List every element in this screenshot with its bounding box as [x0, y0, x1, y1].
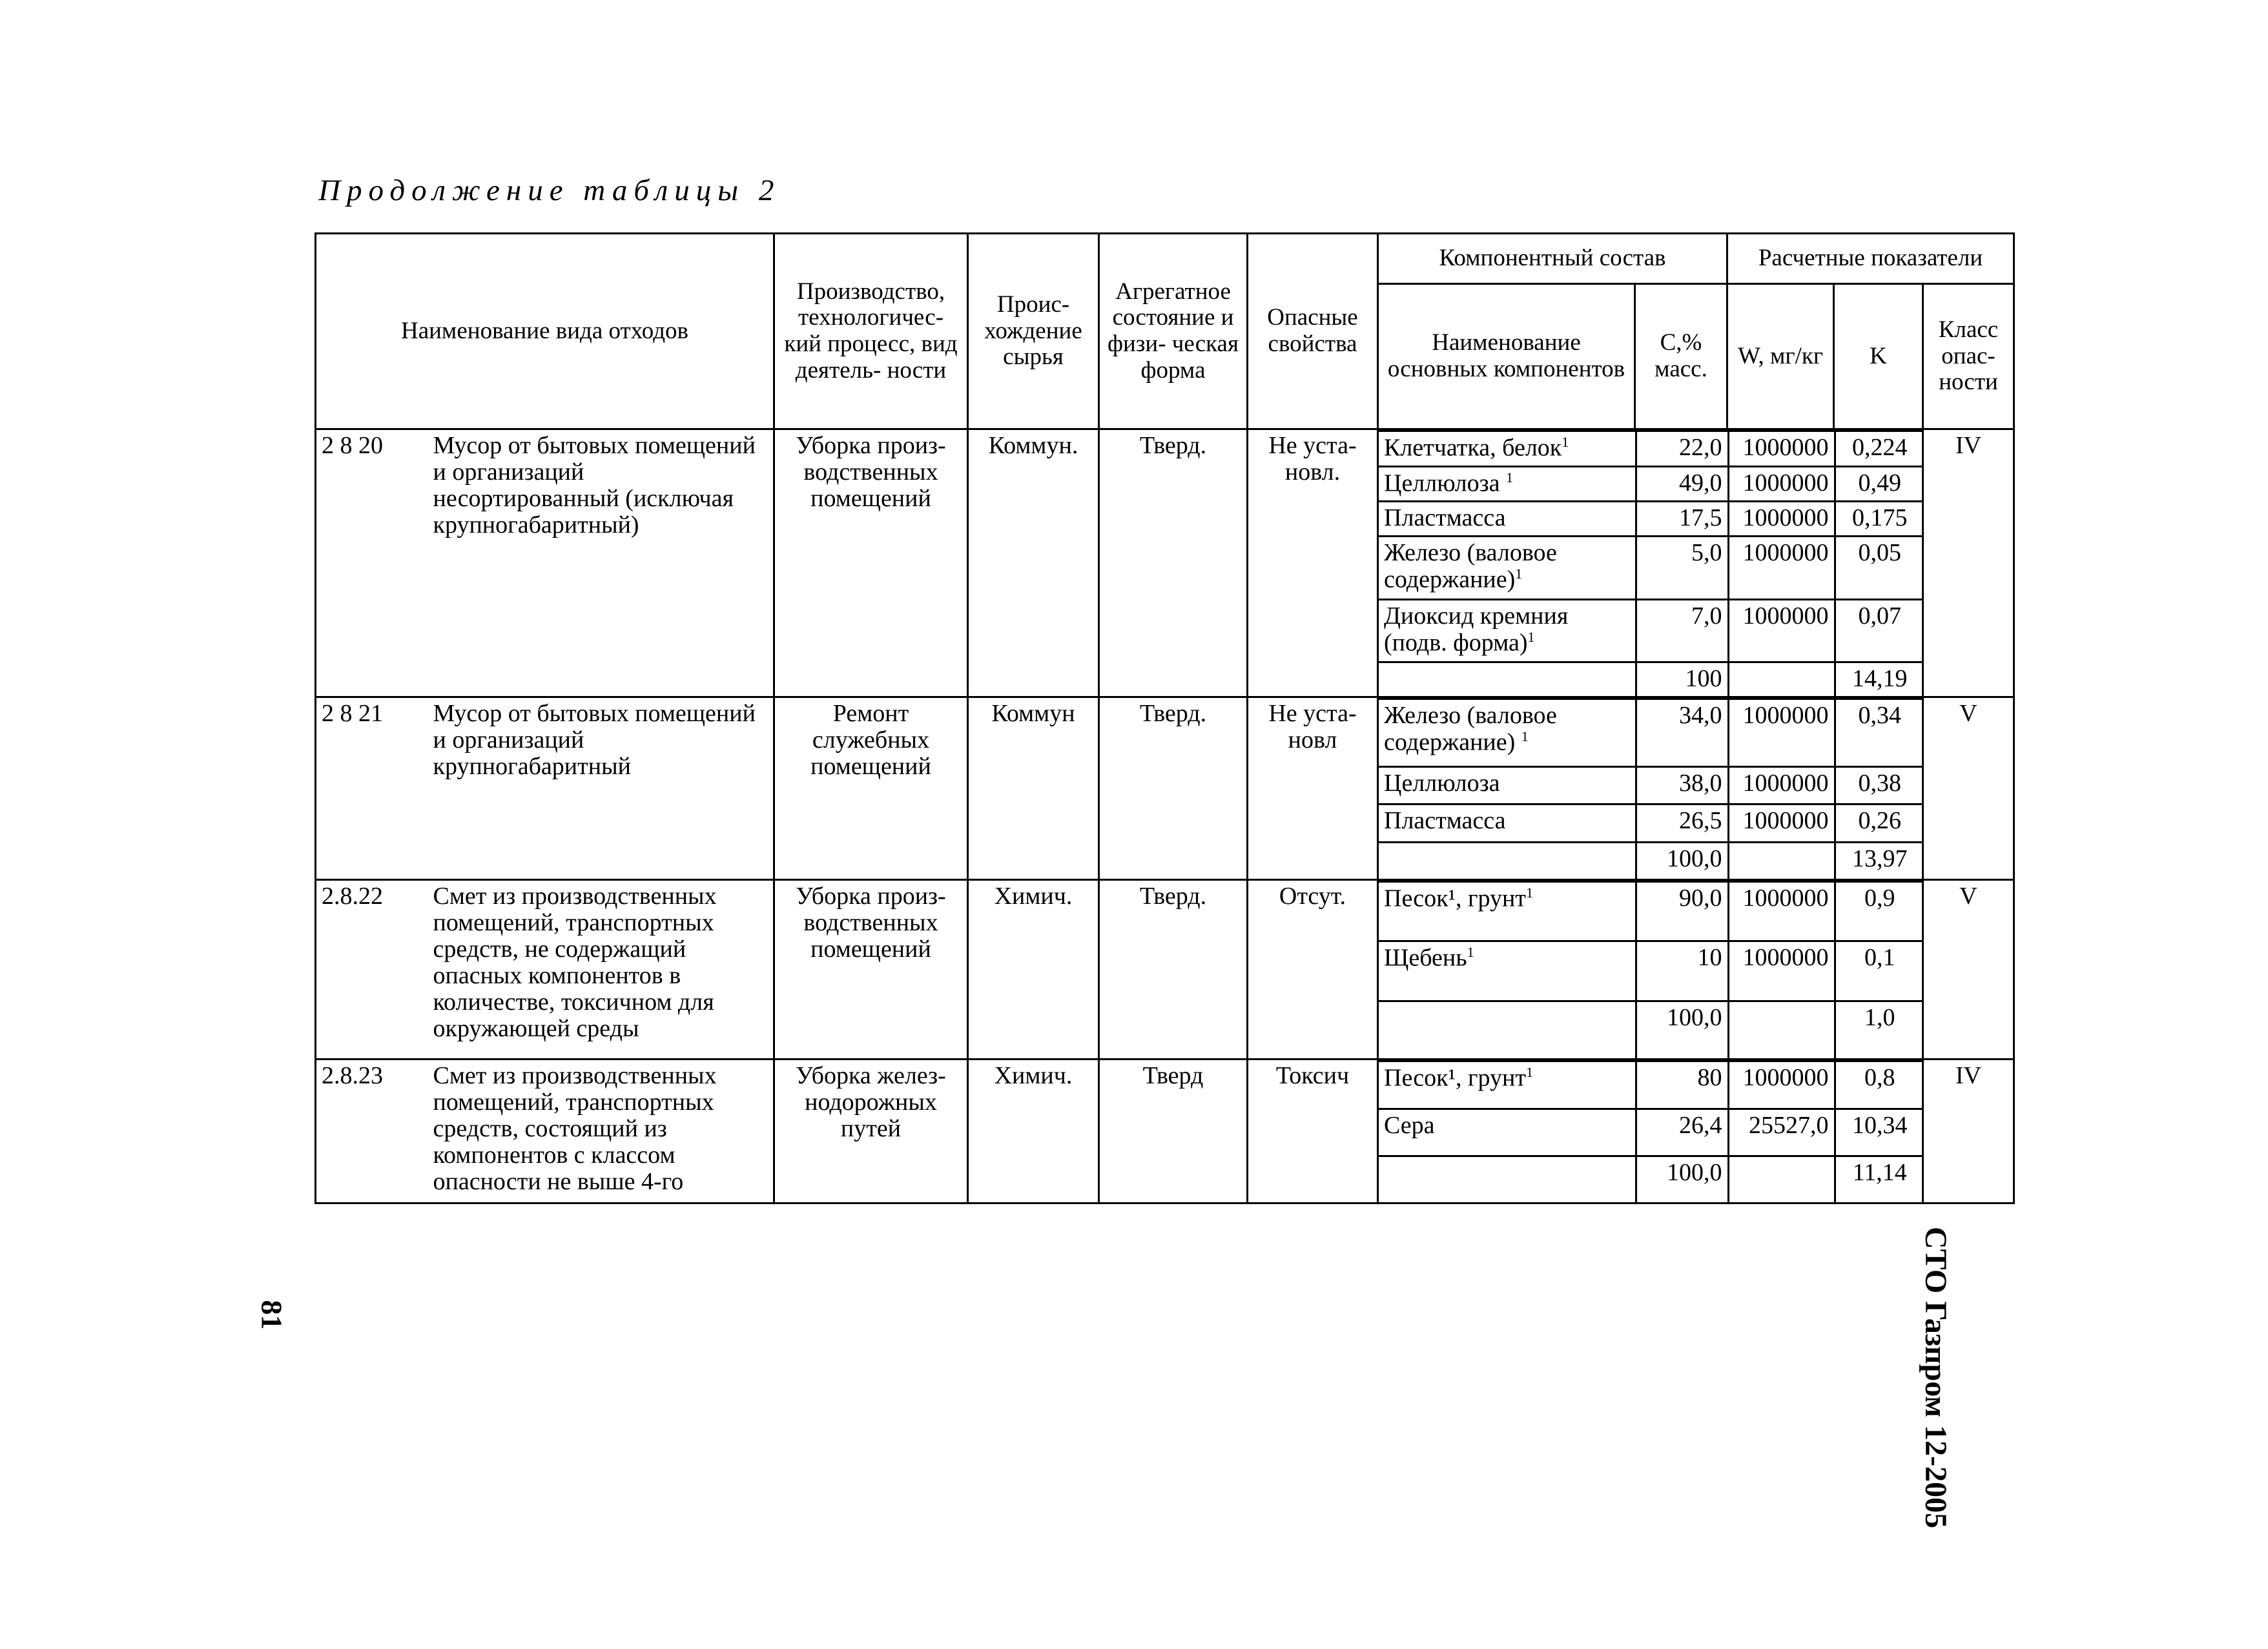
k-value: 13,97 [1835, 842, 1924, 879]
component-name [1379, 537, 1636, 599]
k-value: 11,14 [1835, 1156, 1924, 1202]
component-row [1379, 882, 1924, 941]
header-origin: Проис- хождение сырья [968, 234, 1099, 429]
w-value: 1000000 [1728, 466, 1835, 502]
k-value: 1,0 [1835, 1001, 1924, 1058]
component-row [1379, 537, 1924, 599]
concentration: 49,0 [1636, 466, 1728, 502]
k-value: 0,26 [1835, 804, 1924, 842]
component-name-text: Железо (валовое содержание) [1384, 539, 1557, 594]
k-value: 0,1 [1835, 941, 1924, 1001]
component-row [1379, 699, 1924, 767]
w-value: 1000000 [1728, 804, 1835, 842]
component-name-text: Сера [1384, 1112, 1435, 1140]
production-process: Ремонт служебных помещений [774, 697, 968, 880]
table-caption: Продолжение таблицы 2 [318, 174, 781, 207]
table-body [316, 429, 2014, 1203]
component-name-text: Песок¹, грунт [1384, 885, 1527, 912]
concentration: 100,0 [1636, 842, 1728, 879]
aggregate-state: Тверд. [1099, 880, 1248, 1060]
k-value: 0,07 [1835, 599, 1924, 662]
component-row [1379, 1156, 1924, 1202]
w-value [1728, 1156, 1835, 1202]
concentration: 100 [1636, 662, 1728, 696]
component-row [1379, 466, 1924, 502]
component-name [1379, 941, 1636, 1001]
w-value [1728, 842, 1835, 879]
footnote-marker: 1 [1521, 728, 1529, 745]
k-value: 0,8 [1835, 1061, 1924, 1109]
component-row [1379, 767, 1924, 804]
waste-code: 2.8.22 [316, 880, 428, 1060]
component-name-text: Песок¹, грунт [1384, 1064, 1527, 1092]
aggregate-state: Тверд [1099, 1060, 1248, 1203]
waste-name: Смет из производственных помещений, транспортных средств, не содержащий опасных компонентов в количестве, токсичном для окружающей среды [428, 880, 774, 1060]
k-value: 0,9 [1835, 882, 1924, 941]
footnote-marker: 1 [1467, 944, 1474, 961]
w-value: 1000000 [1728, 1061, 1835, 1109]
concentration: 38,0 [1636, 767, 1728, 804]
w-value: 1000000 [1728, 537, 1835, 599]
component-row [1379, 842, 1924, 879]
header-calc: Расчетные показатели [1727, 234, 2014, 284]
component-name [1379, 1061, 1636, 1109]
component-row [1379, 1061, 1924, 1109]
component-name [1379, 431, 1636, 467]
component-name [1379, 599, 1636, 662]
component-name-text: Железо (валовое содержание) [1384, 702, 1557, 756]
header-state: Агрегатное состояние и физи- ческая форма [1099, 234, 1248, 429]
header-name: Наименование вида отходов [316, 234, 774, 429]
k-value: 0,05 [1835, 537, 1924, 599]
concentration: 90,0 [1636, 882, 1728, 941]
header-hazard: Опасные свойства [1248, 234, 1378, 429]
raw-origin: Коммун. [968, 429, 1099, 697]
production-process: Уборка произ- водственных помещений [774, 880, 968, 1060]
component-row [1379, 804, 1924, 842]
w-value [1728, 1001, 1835, 1058]
hazard-properties: Не уста- новл. [1248, 429, 1378, 697]
k-value: 0,34 [1835, 699, 1924, 767]
footnote-marker: 1 [1515, 566, 1523, 582]
component-row [1379, 431, 1924, 467]
hazard-class: V [1923, 697, 2014, 880]
concentration: 26,4 [1636, 1109, 1728, 1156]
concentration: 7,0 [1636, 599, 1728, 662]
concentration: 5,0 [1636, 537, 1728, 599]
hazard-class: IV [1923, 1060, 2014, 1203]
concentration: 34,0 [1636, 699, 1728, 767]
hazard-properties: Отсут. [1248, 880, 1378, 1060]
component-list [1378, 1060, 1923, 1203]
waste-table [314, 232, 2015, 1204]
concentration: 100,0 [1636, 1156, 1728, 1202]
waste-code: 2 8 20 [316, 429, 428, 697]
k-value: 0,38 [1835, 767, 1924, 804]
w-value: 1000000 [1728, 882, 1835, 941]
concentration: 80 [1636, 1061, 1728, 1109]
concentration: 26,5 [1636, 804, 1728, 842]
k-value: 0,49 [1835, 466, 1924, 502]
component-name-text: Диоксид кремния (подв. форма) [1384, 602, 1569, 657]
component-name [1379, 1156, 1636, 1202]
table-row [316, 429, 2014, 697]
w-value: 1000000 [1728, 699, 1835, 767]
w-value: 1000000 [1728, 431, 1835, 467]
component-row [1379, 502, 1924, 537]
hazard-class: V [1923, 880, 2014, 1060]
header-conc: С,% масс. [1635, 284, 1727, 429]
component-name [1379, 502, 1636, 537]
component-row [1379, 662, 1924, 696]
waste-name: Мусор от бытовых помещений и организаций несортированный (исключая крупногабаритный) [428, 429, 774, 697]
concentration: 10 [1636, 941, 1728, 1001]
page-number: 81 [255, 1300, 289, 1330]
w-value: 1000000 [1728, 767, 1835, 804]
w-value: 1000000 [1728, 599, 1835, 662]
table-row [316, 880, 2014, 1060]
waste-code: 2 8 21 [316, 697, 428, 880]
concentration: 100,0 [1636, 1001, 1728, 1058]
w-value: 25527,0 [1728, 1109, 1835, 1156]
component-name-text: Пластмасса [1384, 504, 1506, 532]
component-name [1379, 1109, 1636, 1156]
raw-origin: Химич. [968, 1060, 1099, 1203]
header-composition: Компонентный состав [1378, 234, 1727, 284]
aggregate-state: Тверд. [1099, 697, 1248, 880]
k-value: 14,19 [1835, 662, 1924, 696]
footnote-marker: 1 [1526, 885, 1534, 901]
component-name [1379, 767, 1636, 804]
concentration: 22,0 [1636, 431, 1728, 467]
component-row [1379, 1001, 1924, 1058]
k-value: 0,224 [1835, 431, 1924, 467]
w-value: 1000000 [1728, 941, 1835, 1001]
component-name-text: Целлюлоза [1384, 770, 1500, 797]
component-name-text: Щебень [1384, 945, 1467, 972]
header-class: Класс опас- ности [1923, 284, 2014, 429]
header-production: Производство, технологичес- кий процесс, вид деятель- ности [774, 234, 968, 429]
component-row [1379, 941, 1924, 1001]
hazard-class: IV [1923, 429, 2014, 697]
header-comp-name: Наименование основных компонентов [1378, 284, 1635, 429]
component-name-text: Целлюлоза [1384, 469, 1507, 497]
waste-name: Мусор от бытовых помещений и организаций крупногабаритный [428, 697, 774, 880]
component-name [1379, 882, 1636, 941]
footnote-marker: 1 [1506, 469, 1514, 486]
component-name [1379, 699, 1636, 767]
waste-name: Смет из производственных помещений, транспортных средств, состоящий из компонентов с классом опасности не выше 4-го [428, 1060, 774, 1203]
k-value: 10,34 [1835, 1109, 1924, 1156]
component-row [1379, 1109, 1924, 1156]
component-row [1379, 599, 1924, 662]
table-row [316, 697, 2014, 880]
k-value: 0,175 [1835, 502, 1924, 537]
component-name [1379, 804, 1636, 842]
w-value [1728, 662, 1835, 696]
hazard-properties: Токсич [1248, 1060, 1378, 1203]
w-value: 1000000 [1728, 502, 1835, 537]
document-code: СТО Газпром 12-2005 [1919, 1227, 1953, 1529]
production-process: Уборка произ- водственных помещений [774, 429, 968, 697]
footnote-marker: 1 [1527, 628, 1535, 645]
aggregate-state: Тверд. [1099, 429, 1248, 697]
header-w: W, мг/кг [1727, 284, 1834, 429]
component-name [1379, 1001, 1636, 1058]
component-list [1378, 880, 1923, 1060]
footnote-marker: 1 [1562, 434, 1569, 450]
concentration: 17,5 [1636, 502, 1728, 537]
table-row [316, 1060, 2014, 1203]
component-list [1378, 429, 1923, 697]
component-name [1379, 466, 1636, 502]
component-name [1379, 662, 1636, 696]
component-name [1379, 842, 1636, 879]
component-list [1378, 697, 1923, 880]
hazard-properties: Не уста- новл [1248, 697, 1378, 880]
raw-origin: Химич. [968, 880, 1099, 1060]
footnote-marker: 1 [1526, 1064, 1534, 1080]
raw-origin: Коммун [968, 697, 1099, 880]
header-k: K [1834, 284, 1923, 429]
production-process: Уборка желез- нодорожных путей [774, 1060, 968, 1203]
waste-code: 2.8.23 [316, 1060, 428, 1203]
component-name-text: Клетчатка, белок [1384, 434, 1562, 462]
component-name-text: Пластмасса [1384, 807, 1506, 835]
